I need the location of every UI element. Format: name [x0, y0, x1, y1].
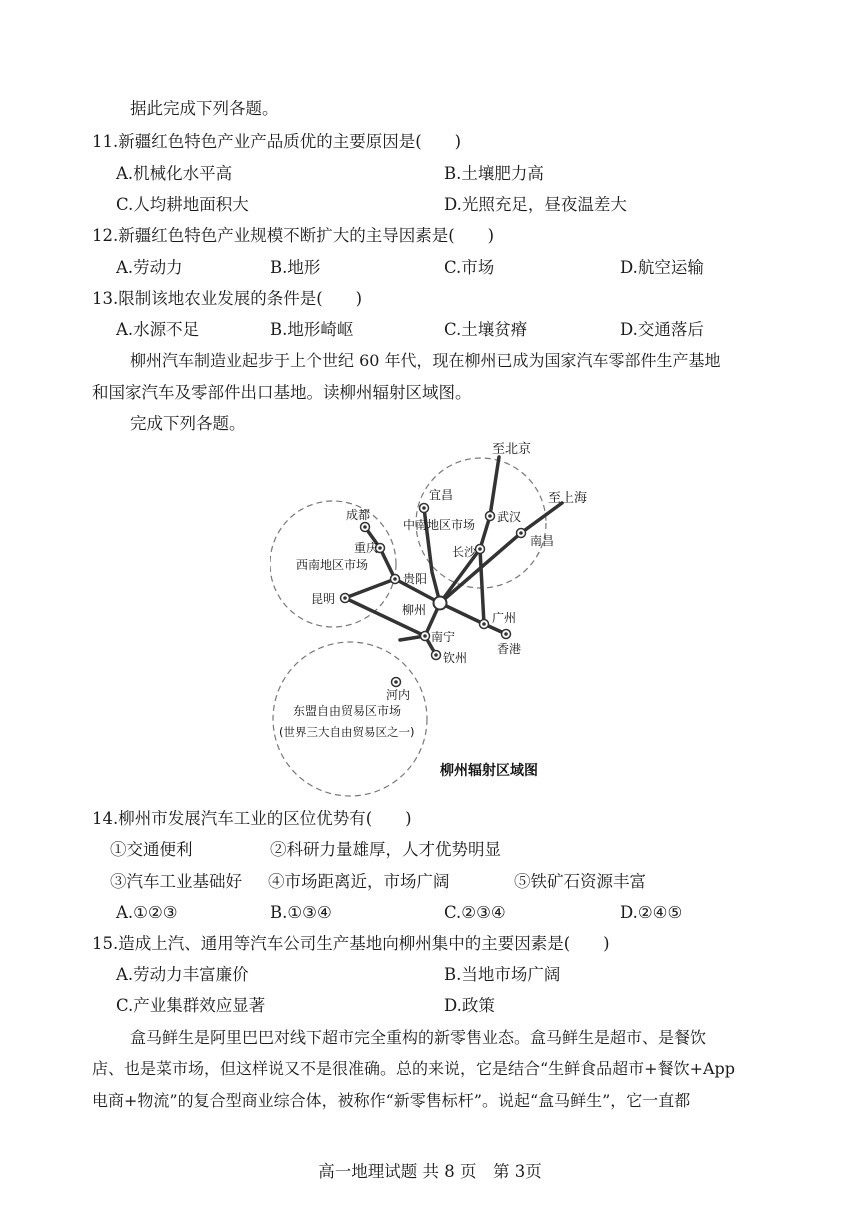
- map-caption: 柳州辐射区域图: [440, 763, 538, 779]
- passage-3-line-1: 盒马鲜生是阿里巴巴对线下超市完全重构的新零售业态。盒马鲜生是超市、是餐饮: [130, 1028, 707, 1047]
- label-central-south-market: 中南地区市场: [403, 518, 476, 532]
- passage-3-line-3: 电商+物流”的复合型商业综合体，被称作“新零售标杆”。说起“盒马鲜生”，它一直都: [92, 1091, 691, 1110]
- asean-market-circle: [273, 642, 427, 796]
- label-chongqing: 重庆: [354, 541, 379, 555]
- question-13-option-c: C.土壤贫瘠: [444, 320, 528, 339]
- liuzhou-radiation-map: [270, 432, 600, 802]
- question-12-option-a: A.劳动力: [116, 258, 183, 277]
- question-15-option-b: B.当地市场广阔: [444, 965, 561, 984]
- question-12-option-d: D.航空运输: [620, 258, 704, 277]
- question-13-option-d: D.交通落后: [620, 320, 704, 339]
- question-14-item-3: ③汽车工业基础好: [110, 872, 242, 891]
- label-hongkong: 香港: [497, 642, 522, 656]
- label-to-beijing: 至北京: [492, 442, 532, 457]
- label-southwest-market: 西南地区市场: [296, 558, 369, 572]
- label-hanoi: 河内: [386, 688, 411, 702]
- page-footer: 高一地理试题 共 8 页 第 3页: [318, 1162, 542, 1181]
- question-11-option-b: B.土壤肥力高: [444, 164, 544, 183]
- question-11-option-a: A.机械化水平高: [116, 164, 233, 183]
- question-11-stem: 11.新疆红色特色产业产品质优的主要原因是( ): [92, 132, 462, 151]
- question-14-item-5: ⑤铁矿石资源丰富: [514, 872, 646, 891]
- label-qinzhou: 钦州: [443, 651, 468, 665]
- label-asean-note: (世界三大自由贸易区之一): [279, 725, 415, 739]
- label-nanning: 南宁: [431, 630, 456, 644]
- label-yichang: 宜昌: [429, 488, 454, 502]
- label-guangzhou: 广州: [492, 611, 517, 625]
- label-chengdu: 成都: [346, 508, 371, 522]
- label-asean-market: 东盟自由贸易区市场: [293, 704, 402, 718]
- label-wuhan: 武汉: [497, 510, 522, 524]
- question-14-option-d: D.②④⑤: [620, 903, 683, 922]
- passage-2-line-2: 和国家汽车及零部件出口基地。读柳州辐射区域图。: [92, 383, 472, 402]
- label-kunming: 昆明: [311, 592, 336, 606]
- question-15-option-c: C.产业集群效应显著: [116, 996, 266, 1015]
- question-15-option-d: D.政策: [444, 996, 495, 1015]
- question-14-option-a: A.①②③: [116, 903, 178, 922]
- intro-line: 据此完成下列各题。: [130, 99, 279, 118]
- question-13-option-b: B.地形崎岖: [270, 320, 354, 339]
- question-14-stem: 14.柳州市发展汽车工业的区位优势有( ): [92, 809, 412, 828]
- question-13-stem: 13.限制该地农业发展的条件是( ): [92, 289, 363, 308]
- question-15-option-a: A.劳动力丰富廉价: [116, 965, 249, 984]
- question-13-option-a: A.水源不足: [116, 320, 200, 339]
- question-12-option-c: C.市场: [444, 258, 495, 277]
- label-nanchang: 南昌: [530, 534, 555, 548]
- passage-2-line-1: 柳州汽车制造业起步于上个世纪 60 年代，现在柳州已成为国家汽车零部件生产基地: [130, 351, 721, 370]
- question-14-item-2: ②科研力量雄厚，人才优势明显: [270, 840, 501, 859]
- question-14-item-4: ④市场距离近，市场广阔: [268, 872, 450, 891]
- route-changsha-guangzhou: [480, 549, 484, 624]
- passage-3-line-2: 店、也是菜市场，但这样说又不是很准确。总的来说，它是结合“生鲜食品超市+餐饮+App: [92, 1059, 736, 1078]
- question-12-option-b: B.地形: [270, 258, 321, 277]
- question-14-item-1: ①交通便利: [110, 840, 193, 859]
- question-14-option-b: B.①③④: [270, 903, 332, 922]
- question-11-option-c: C.人均耕地面积大: [116, 195, 249, 214]
- label-to-shanghai: 至上海: [548, 491, 588, 506]
- question-14-option-c: C.②③④: [444, 903, 506, 922]
- question-12-stem: 12.新疆红色特色产业规模不断扩大的主导因素是( ): [92, 226, 495, 245]
- label-changsha: 长沙: [452, 545, 477, 559]
- passage-2-line-3: 完成下列各题。: [130, 414, 246, 433]
- question-11-option-d: D.光照充足，昼夜温差大: [444, 195, 627, 214]
- label-guiyang: 贵阳: [403, 572, 428, 586]
- label-liuzhou: 柳州: [402, 603, 427, 617]
- question-15-stem: 15.造成上汽、通用等汽车公司生产基地向柳州集中的主要因素是( ): [92, 934, 610, 953]
